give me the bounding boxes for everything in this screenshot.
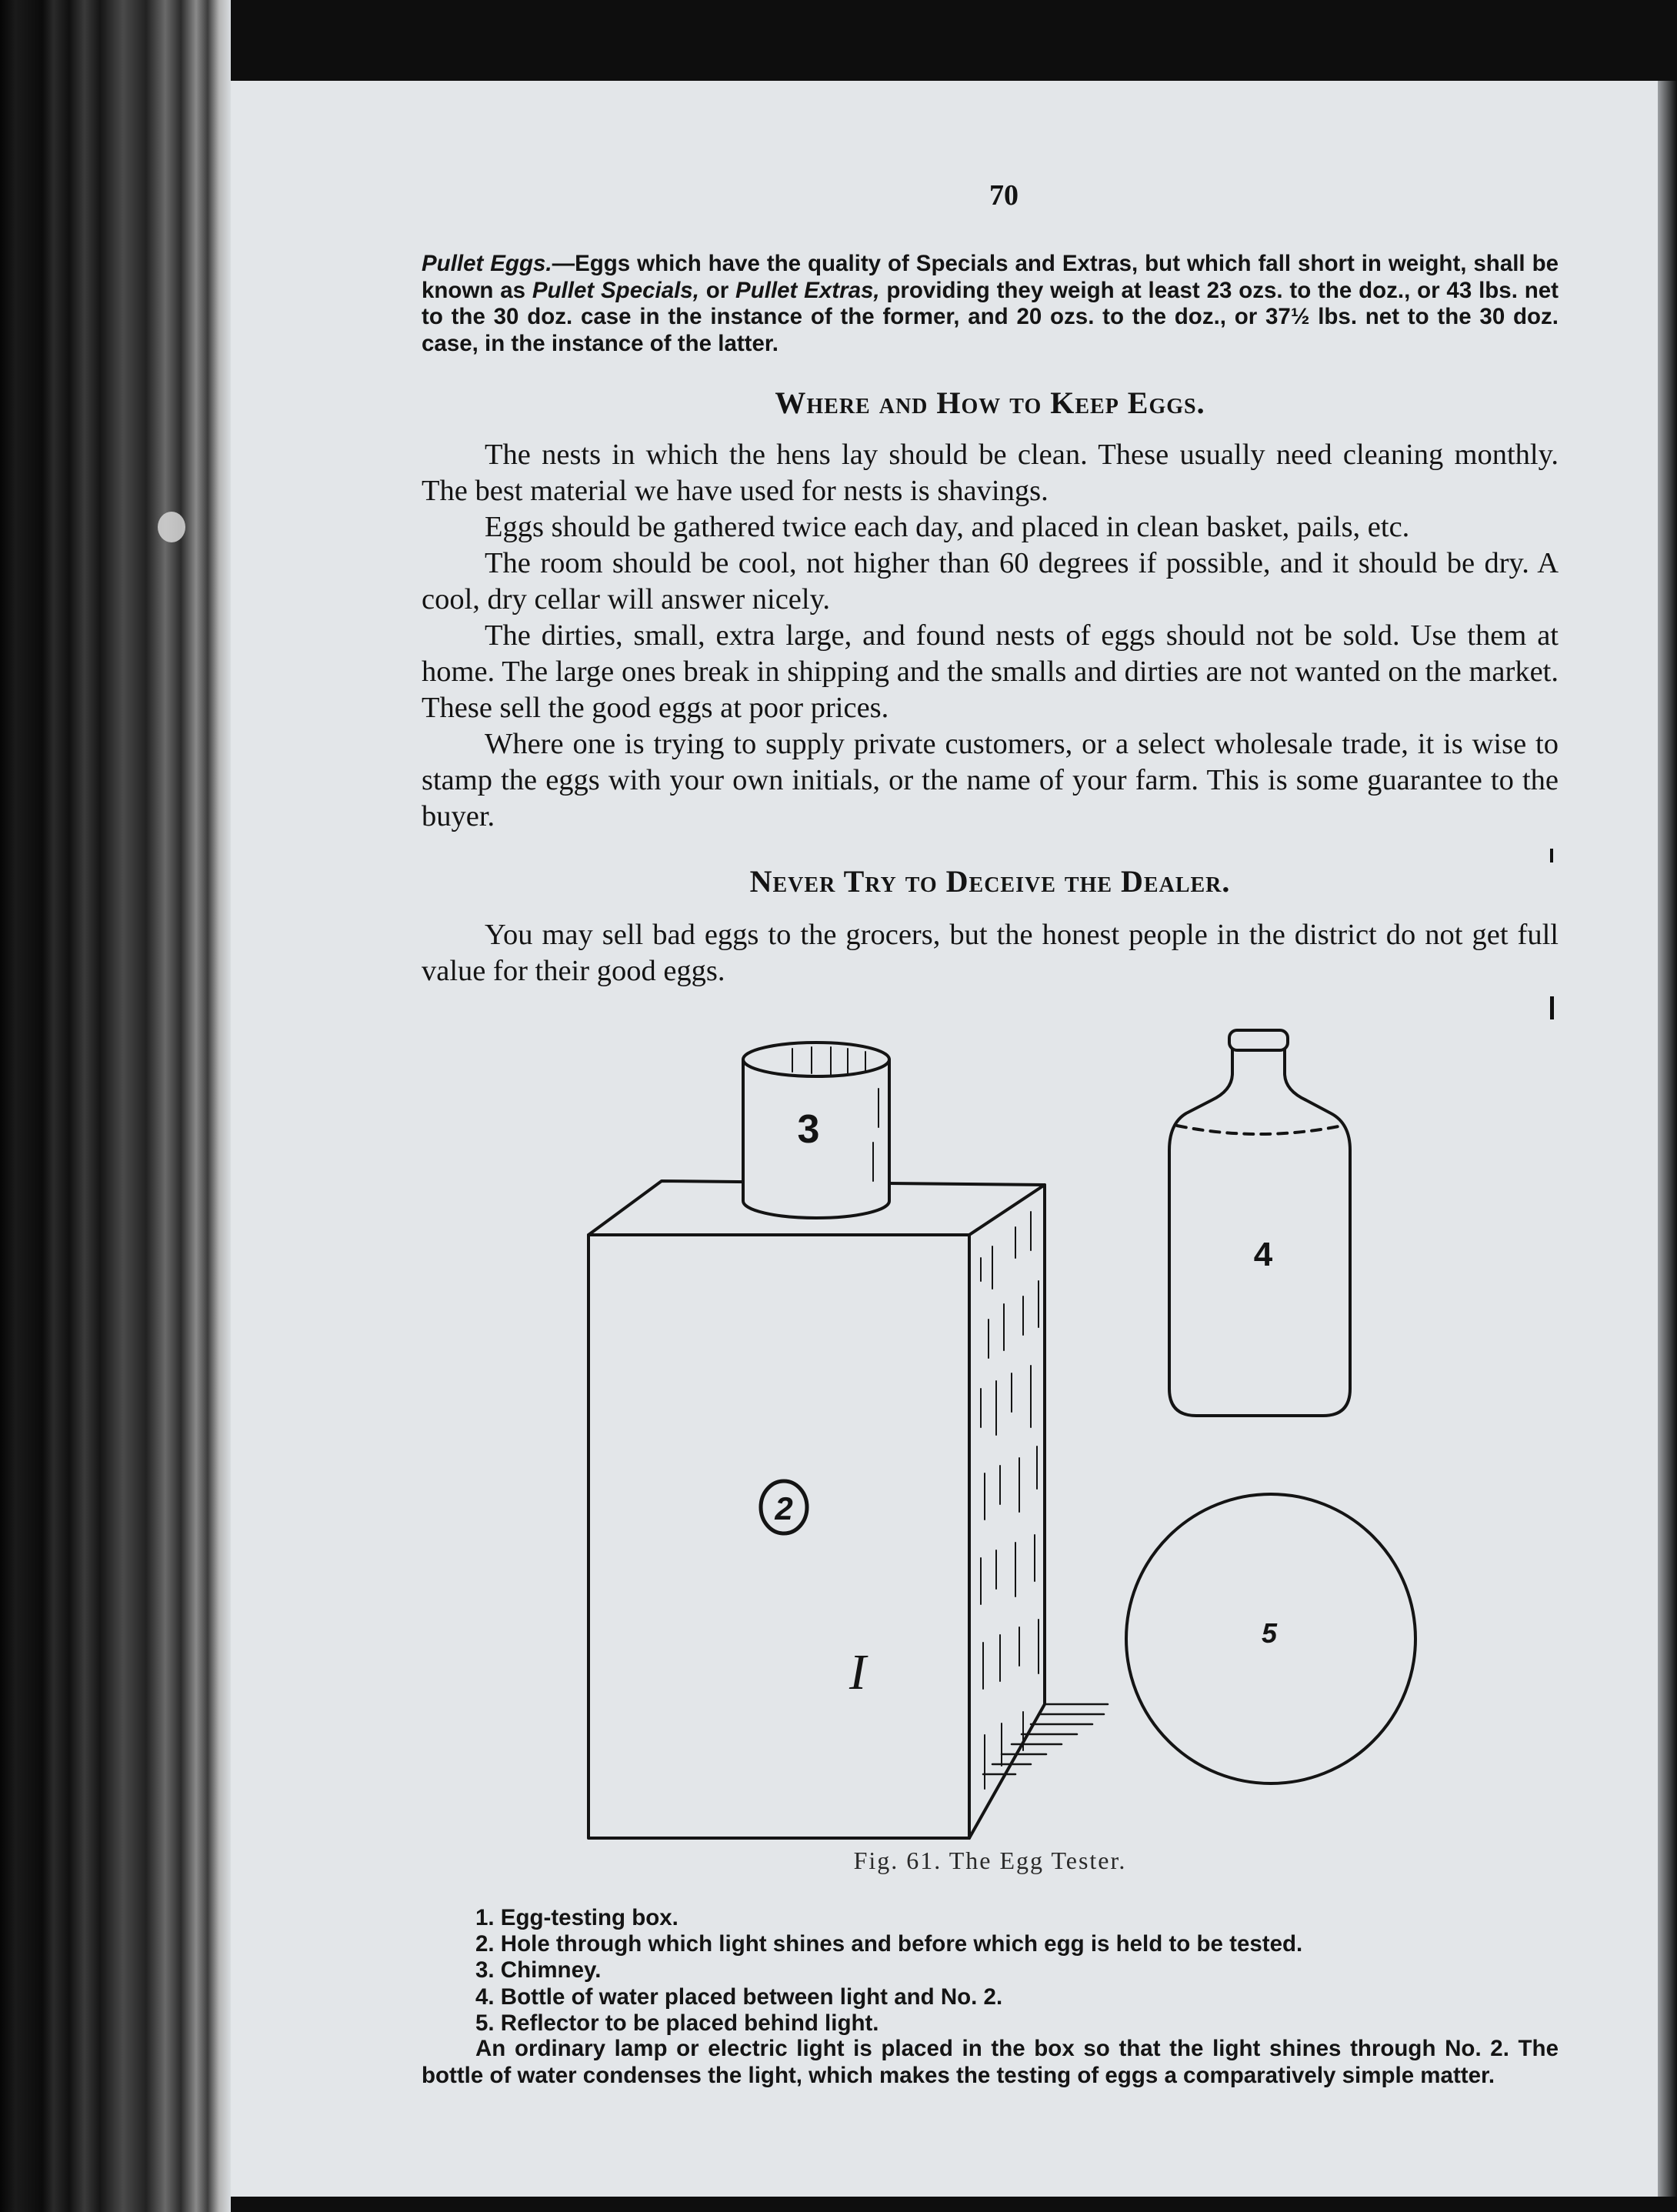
bottle-of-water-drawing xyxy=(1169,1030,1350,1416)
legend-item: 4. Bottle of water placed between light and No. 2. xyxy=(475,1983,1003,2010)
figure-legend xyxy=(475,1905,1560,2037)
page-number: 70 xyxy=(989,179,1019,212)
egg-tester-figure xyxy=(562,1027,1454,1843)
legend-item: 2. Hole through which light shines and before which egg is held to be tested. xyxy=(475,1931,1303,1957)
figure-label-chimney: 3 xyxy=(797,1107,820,1152)
pullet-specials-term: Pullet Specials, xyxy=(532,277,699,303)
figure-label-reflector: 5 xyxy=(1261,1617,1278,1649)
scan-speck xyxy=(158,512,185,542)
figure-caption: Fig. 61. The Egg Tester. xyxy=(853,1847,1127,1874)
figure-label-box: I xyxy=(849,1644,866,1700)
legend-item: 3. Chimney. xyxy=(475,1957,602,1983)
keep-paragraph: The dirties, small, extra large, and found nests of eggs should not be sold. Use them at home. The large ones break in shipping and the smalls and dirties are not wanted on the market. These sell the good eggs at poor prices. xyxy=(422,619,1559,724)
book-binding-edge xyxy=(0,0,231,2212)
deceive-body xyxy=(422,917,1559,989)
figure-label-bottle: 4 xyxy=(1253,1236,1273,1273)
heading-never-deceive-dealer: Never Try to Deceive the Dealer. xyxy=(749,864,1231,899)
egg-tester-note: An ordinary lamp or electric light is placed in the box so that the light shines through No. 2. The bottle of water condenses the light, which makes the testing of eggs a comparatively simple matter. xyxy=(422,2036,1559,2088)
deceive-paragraph: You may sell bad eggs to the grocers, but the honest people in the district do not get full value for their good eggs. xyxy=(422,919,1559,987)
pullet-eggs-paragraph xyxy=(422,251,1559,357)
heading-where-how-keep-eggs: Where and How to Keep Eggs. xyxy=(775,385,1205,420)
pullet-extras-term: Pullet Extras, xyxy=(735,277,880,303)
keep-paragraph: The nests in which the hens lay should be clean. These usually need cleaning monthly. The best material we have used for nests is shavings. xyxy=(422,439,1559,507)
pullet-text-3: providing they weigh at least 23 ozs. to the doz., or 43 lbs. net to the 30 doz. case in the instance of the former, and 20 ozs. to the doz., or 37½ lbs. net to the 30 doz. case, in the instance of the latter. xyxy=(422,277,1559,356)
keep-eggs-body xyxy=(422,437,1559,835)
pullet-text-1: —Eggs which have the quality of Specials and Extras, but which fall short in weight, shall be known as xyxy=(422,251,1559,303)
keep-paragraph: Eggs should be gathered twice each day, and placed in clean basket, pails, etc. xyxy=(485,511,1410,543)
keep-paragraph: Where one is trying to supply private customers, or a select wholesale trade, it is wise to stamp the eggs with your own initials, or the name of your farm. This is some guarantee to the buyer. xyxy=(422,728,1559,832)
egg-testing-box-drawing xyxy=(588,1181,1108,1838)
figure-label-hole: 2 xyxy=(775,1490,793,1526)
keep-paragraph: The room should be cool, not higher than 60 degrees if possible, and it should be dry. A cool, dry cellar will answer nicely. xyxy=(422,547,1559,616)
legend-item: 1. Egg-testing box. xyxy=(475,1905,678,1930)
pullet-eggs-term: Pullet Eggs. xyxy=(422,251,552,276)
pullet-text-2: or xyxy=(698,277,736,303)
legend-item: 5. Reflector to be placed behind light. xyxy=(475,2010,879,2036)
page-edge-shadow xyxy=(1658,81,1677,2197)
scan-mark xyxy=(1550,849,1553,862)
scan-mark xyxy=(1550,996,1554,1019)
